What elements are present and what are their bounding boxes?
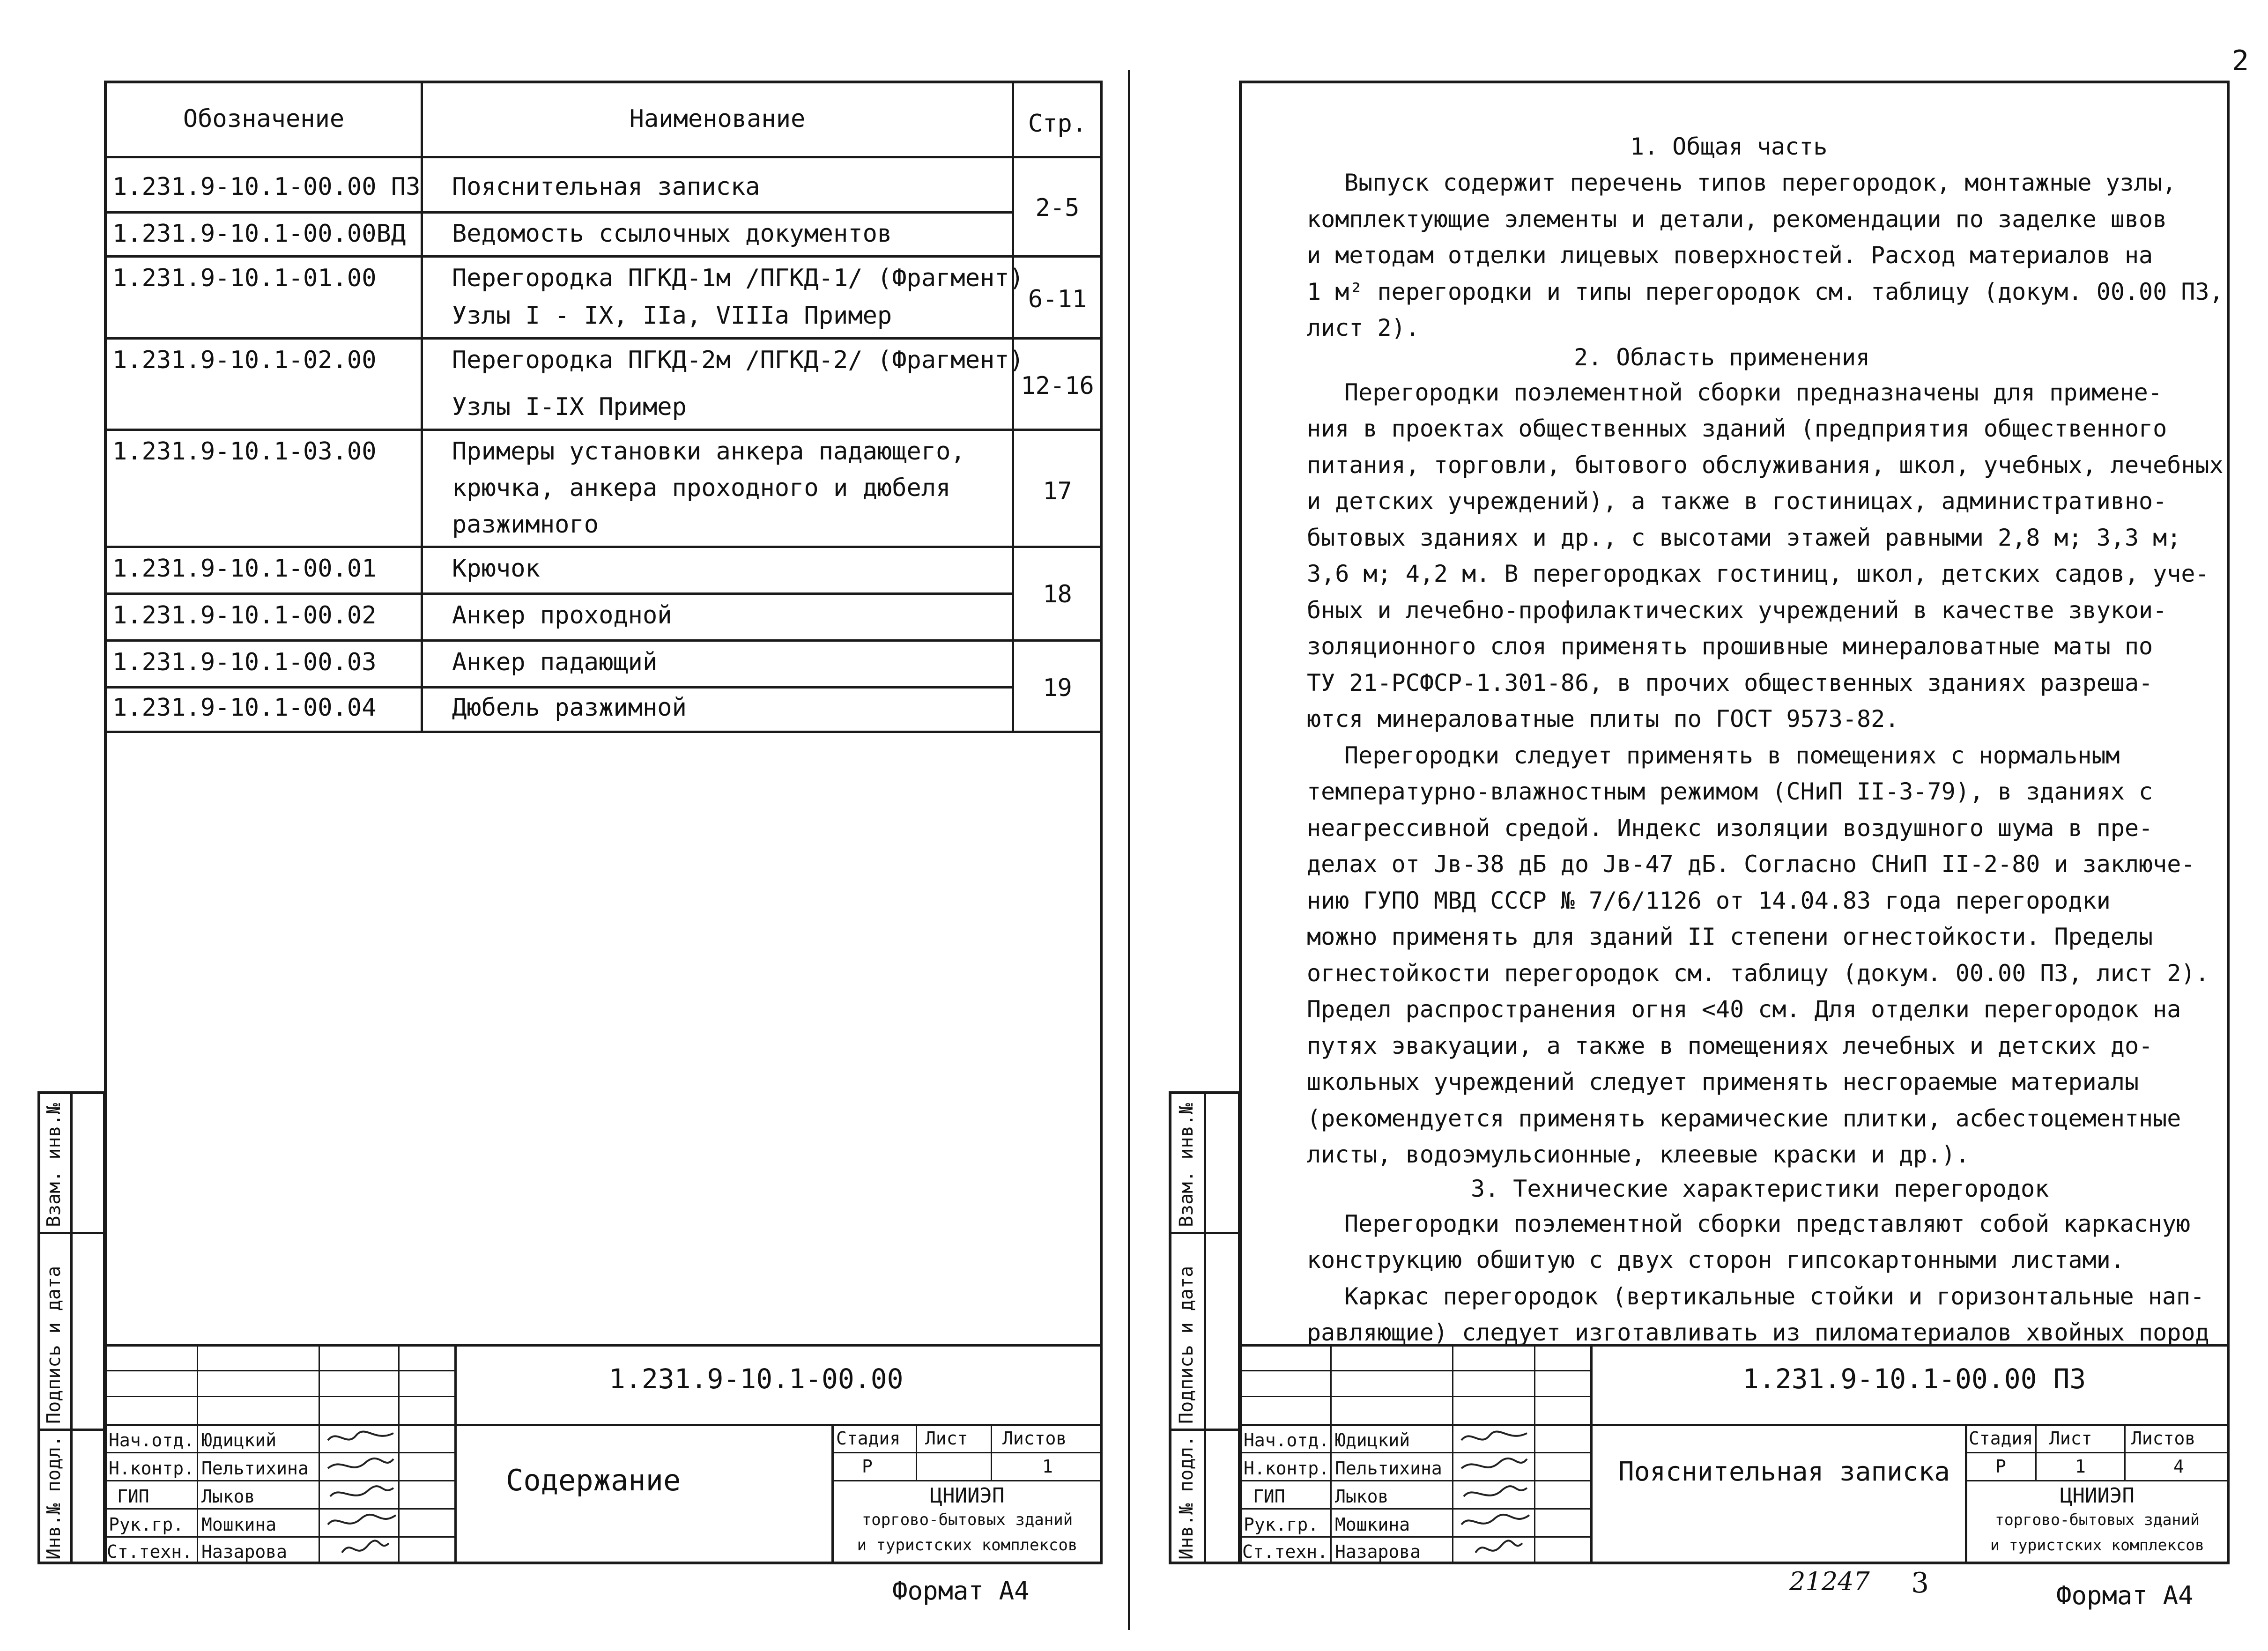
- row-page: 2-5: [1035, 194, 1080, 222]
- text-line: неагрессивной средой. Индекс изоляции воздушного шума в пре-: [1307, 814, 2153, 842]
- text-line: комплектующие элементы и детали, рекомендации по заделке швов: [1307, 206, 2167, 233]
- text-line: Перегородки поэлементной сборки представляют собой каркасную: [1344, 1210, 2191, 1237]
- stamp-title: Пояснительная записка: [1618, 1457, 1950, 1487]
- text-line: Предел распространения огня <40 см. Для отделки перегородок на: [1307, 996, 2181, 1023]
- row-page: 17: [1043, 477, 1072, 505]
- stamp-title: Содержание: [506, 1463, 681, 1497]
- text-line: огнестойкости перегородок см. таблицу (докум. 00.00 ПЗ, лист 2).: [1307, 960, 2209, 987]
- text-line: (рекомендуется применять керамические плитки, асбестоцементные: [1307, 1105, 2181, 1132]
- row-name: Перегородка ПГКД-2м /ПГКД-2/ (Фрагмент): [452, 346, 1024, 374]
- page-number: 2: [2232, 44, 2249, 77]
- text-line: Выпуск содержит перечень типов перегородок, монтажные узлы,: [1344, 169, 2177, 196]
- row-name: Дюбель разжимной: [452, 694, 687, 722]
- text-line: золяционного слоя применять прошивные минераловатные маты по: [1307, 633, 2153, 660]
- org-line: и туристских комплексов: [857, 1536, 1078, 1555]
- section-heading: 2. Область применения: [1574, 344, 1870, 371]
- side-label-replace: Взам. инв.№: [43, 1103, 65, 1227]
- role-label: Ст.техн.: [1242, 1541, 1328, 1562]
- text-line: 3,6 м; 4,2 м. В перегородках гостиниц, школ, детских садов, уче-: [1307, 560, 2209, 587]
- text-line: Перегородки следует применять в помещениях с нормальным: [1344, 742, 2120, 769]
- text-line: путях эвакуации, а также в помещениях лечебных и детских до-: [1307, 1032, 2153, 1059]
- sheets-label: Листов: [2131, 1428, 2196, 1449]
- row-name: Пояснительная записка: [452, 173, 760, 201]
- person-name: Лыков: [1335, 1486, 1389, 1507]
- signatures-drawing: [323, 1426, 398, 1562]
- text-line: и методам отделки лицевых поверхностей. Расход материалов на: [1307, 242, 2153, 269]
- format-label: Формат А4: [2056, 1581, 2194, 1610]
- text-line: ются минераловатные плиты по ГОСТ 9573-82.: [1307, 705, 1899, 733]
- row-page: 19: [1043, 674, 1072, 702]
- stamp-code: 1.231.9-10.1-00.00 ПЗ: [1742, 1363, 2086, 1395]
- sheet-divider: [1128, 70, 1130, 1630]
- text-line: делах от Jв-38 дБ до Jв-47 дБ. Согласно СНиП II-2-80 и заключе-: [1307, 851, 2195, 878]
- role-label: Нач.отд.: [1244, 1430, 1330, 1451]
- row-designation: 1.231.9-10.1-00.00ВД: [112, 220, 406, 248]
- org-line: торгово-бытовых зданий: [861, 1510, 1073, 1529]
- row-name: Анкер падающий: [452, 648, 658, 676]
- row-designation: 1.231.9-10.1-00.01: [112, 555, 377, 583]
- format-label: Формат А4: [892, 1576, 1030, 1606]
- person-name: Лыков: [201, 1486, 255, 1507]
- signatures-drawing: [1457, 1426, 1534, 1562]
- side-label-signature: Подпись и дата: [43, 1266, 65, 1424]
- row-designation: 1.231.9-10.1-01.00: [112, 264, 377, 292]
- row-designation: 1.231.9-10.1-03.00: [112, 437, 377, 466]
- role-label: Н.контр.: [1244, 1458, 1330, 1479]
- text-line: можно применять для зданий II степени огнестойкости. Пределы: [1307, 923, 2153, 950]
- stage-label: Стадия: [1969, 1428, 2033, 1449]
- row-page: 12-16: [1021, 372, 1094, 400]
- person-name: Юдицкий: [1335, 1430, 1410, 1451]
- row-name: Примеры установки анкера падающего,: [452, 437, 965, 466]
- sheet-value: 1: [2075, 1456, 2086, 1477]
- text-line: ТУ 21-РСФСР-1.301-86, в прочих общественных зданиях разреша-: [1307, 669, 2153, 696]
- row-designation: 1.231.9-10.1-02.00: [112, 346, 377, 374]
- row-name: Ведомость ссылочных документов: [452, 220, 892, 248]
- text-line: школьных учреждений следует применять несгораемые материалы: [1307, 1068, 2139, 1096]
- text-line: нию ГУПО МВД СССР № 7/6/1126 от 14.04.83 года перегородки: [1307, 887, 2111, 914]
- section-heading: 3. Технические характеристики перегородок: [1471, 1175, 2049, 1202]
- text-line: листы, водоэмульсионные, клеевые краски и др.).: [1307, 1141, 1970, 1168]
- text-line: бных и лечебно-профилактических учреждений в качестве звукои-: [1307, 597, 2167, 624]
- text-line: 1 м² перегородки и типы перегородок см. таблицу (докум. 00.00 ПЗ,: [1307, 278, 2224, 305]
- text-line: бытовых зданиях и др., с высотами этажей равными 2,8 м; 3,3 м;: [1307, 524, 2181, 551]
- role-label: Нач.отд.: [109, 1430, 195, 1451]
- sheets-value: 4: [2173, 1456, 2184, 1477]
- person-name: Мошкина: [1335, 1514, 1410, 1535]
- stage-value: Р: [862, 1456, 873, 1477]
- person-name: Назарова: [1335, 1541, 1421, 1562]
- person-name: Назарова: [201, 1541, 288, 1562]
- side-label-signature: Подпись и дата: [1176, 1266, 1197, 1424]
- row-page: 6-11: [1028, 285, 1087, 313]
- archive-number: 21247: [1789, 1567, 1870, 1596]
- header-designation: Обозначение: [183, 105, 345, 133]
- side-label-inv: Инв.№ подл.: [1176, 1436, 1197, 1560]
- text-line: Каркас перегородок (вертикальные стойки и горизонтальные нап-: [1344, 1283, 2205, 1310]
- sheet-label: Лист: [925, 1428, 968, 1449]
- header-name: Наименование: [629, 105, 806, 133]
- text-line: ния в проектах общественных зданий (предприятия общественного: [1307, 415, 2167, 442]
- person-name: Юдицкий: [201, 1430, 277, 1451]
- row-designation: 1.231.9-10.1-00.03: [112, 648, 377, 676]
- org-line: и туристских комплексов: [1990, 1536, 2204, 1554]
- role-label: Н.контр.: [109, 1458, 195, 1479]
- row-name: Анкер проходной: [452, 601, 672, 629]
- stamp-code: 1.231.9-10.1-00.00: [609, 1363, 904, 1395]
- side-label-inv: Инв.№ подл.: [43, 1436, 65, 1560]
- page-mark: 3: [1911, 1567, 1929, 1599]
- sheets-label: Листов: [1002, 1428, 1067, 1449]
- org-line: ЦНИИЭП: [2060, 1484, 2135, 1508]
- row-page: 18: [1043, 580, 1072, 608]
- org-line: торгово-бытовых зданий: [1994, 1510, 2200, 1529]
- person-name: Мошкина: [201, 1514, 277, 1535]
- stage-label: Стадия: [836, 1428, 901, 1449]
- row-designation: 1.231.9-10.1-00.00 ПЗ: [112, 173, 421, 201]
- role-label: Рук.гр.: [109, 1514, 184, 1535]
- row-name: крючка, анкера проходного и дюбеля: [452, 474, 951, 502]
- row-name: Перегородка ПГКД-1м /ПГКД-1/ (Фрагмент): [452, 264, 1024, 292]
- text-line: питания, торговли, бытового обслуживания, школ, учебных, лечебных: [1307, 452, 2224, 479]
- text-line: Перегородки поэлементной сборки предназначены для примене-: [1344, 379, 2162, 406]
- person-name: Пельтихина: [201, 1458, 309, 1479]
- row-designation: 1.231.9-10.1-00.02: [112, 601, 377, 629]
- text-line: лист 2).: [1307, 314, 1420, 341]
- row-name: Узлы I-IX Пример: [452, 393, 687, 421]
- section-heading: 1. Общая часть: [1630, 133, 1828, 160]
- role-label: Ст.техн.: [107, 1541, 193, 1562]
- text-line: и детских учреждений), а также в гостиницах, административно-: [1307, 488, 2167, 515]
- sheets-value: 1: [1042, 1456, 1053, 1477]
- header-page: Стр.: [1028, 110, 1087, 138]
- role-label: ГИП: [1253, 1486, 1285, 1507]
- side-label-replace: Взам. инв.№: [1176, 1103, 1197, 1227]
- row-designation: 1.231.9-10.1-00.04: [112, 694, 377, 722]
- text-line: равляющие) следует изготавливать из пиломатериалов хвойных пород: [1307, 1319, 2209, 1346]
- org-line: ЦНИИЭП: [930, 1484, 1005, 1508]
- row-name: Крючок: [452, 555, 540, 583]
- sheet-label: Лист: [2049, 1428, 2092, 1449]
- row-name: Узлы I - IX, IIa, VIIIa Пример: [452, 302, 892, 330]
- role-label: Рук.гр.: [1244, 1514, 1319, 1535]
- stage-value: Р: [1995, 1456, 2006, 1477]
- text-line: температурно-влажностным режимом (СНиП II-3-79), в зданиях с: [1307, 778, 2153, 805]
- row-name: разжимного: [452, 511, 599, 539]
- role-label: ГИП: [117, 1486, 149, 1507]
- person-name: Пельтихина: [1335, 1458, 1442, 1479]
- text-line: конструкцию обшитую с двух сторон гипсокартонными листами.: [1307, 1246, 2125, 1273]
